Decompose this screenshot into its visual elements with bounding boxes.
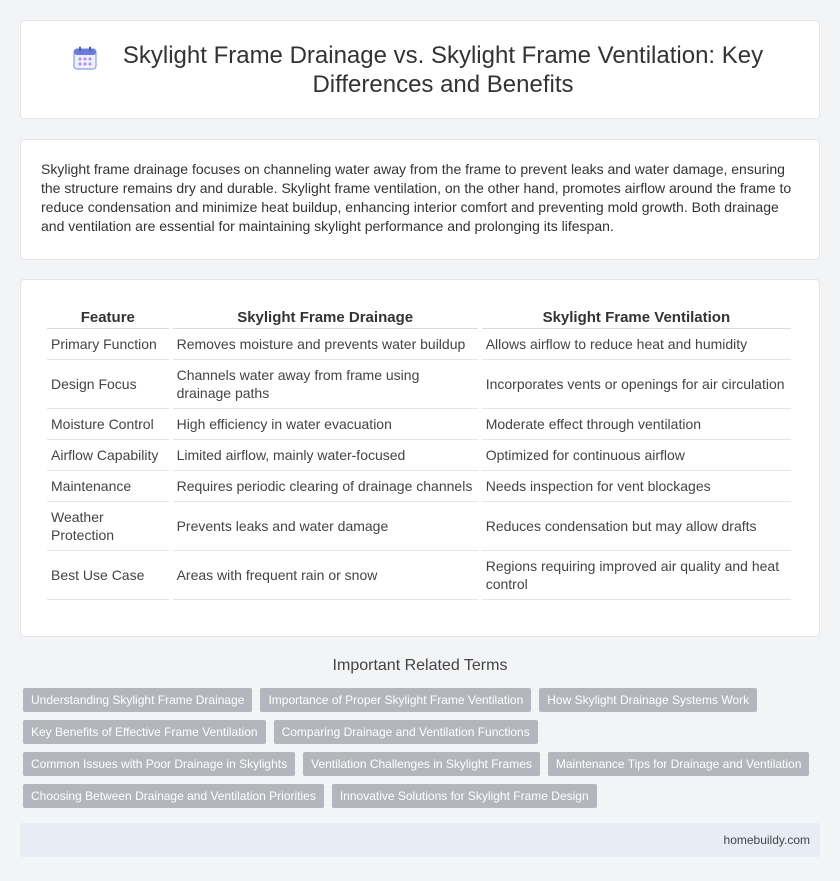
intro-card: [20, 139, 820, 260]
table-row: [47, 409, 791, 440]
drainage-cell: Requires periodic clearing of drainage channels: [173, 471, 478, 502]
ventilation-cell: Regions requiring improved air quality and heat control: [482, 551, 791, 600]
related-term-tag[interactable]: Comparing Drainage and Ventilation Functions: [274, 720, 538, 744]
table-row: [47, 551, 791, 600]
table-row: [47, 471, 791, 502]
comparison-table: [43, 303, 795, 600]
related-term-tag[interactable]: Common Issues with Poor Drainage in Skylights: [23, 752, 295, 776]
feature-cell: Airflow Capability: [47, 440, 169, 471]
table-row: [47, 329, 791, 360]
ventilation-cell: Incorporates vents or openings for air circulation: [482, 360, 791, 409]
comparison-table-card: [20, 279, 820, 637]
column-header-drainage: Skylight Frame Drainage: [173, 303, 478, 329]
related-term-tag[interactable]: How Skylight Drainage Systems Work: [539, 688, 757, 712]
related-term-tag[interactable]: Maintenance Tips for Drainage and Ventilation: [548, 752, 810, 776]
footer-site-link[interactable]: homebuildy.com: [723, 833, 810, 847]
related-terms-section: [20, 657, 820, 816]
drainage-cell: Limited airflow, mainly water-focused: [173, 440, 478, 471]
related-term-tag[interactable]: Innovative Solutions for Skylight Frame Design: [332, 784, 597, 808]
related-term-tag[interactable]: Key Benefits of Effective Frame Ventilation: [23, 720, 266, 744]
feature-cell: Moisture Control: [47, 409, 169, 440]
drainage-cell: High efficiency in water evacuation: [173, 409, 478, 440]
page-title: Skylight Frame Drainage vs. Skylight Frame Ventilation: Key Differences and Benefits: [122, 41, 764, 98]
related-terms-tags: [20, 688, 820, 816]
related-term-tag[interactable]: Choosing Between Drainage and Ventilation Priorities: [23, 784, 324, 808]
table-row: [47, 502, 791, 551]
ventilation-cell: Optimized for continuous airflow: [482, 440, 791, 471]
ventilation-cell: Needs inspection for vent blockages: [482, 471, 791, 502]
ventilation-cell: Moderate effect through ventilation: [482, 409, 791, 440]
drainage-cell: Removes moisture and prevents water buildup: [173, 329, 478, 360]
related-term-tag[interactable]: Understanding Skylight Frame Drainage: [23, 688, 252, 712]
feature-cell: Maintenance: [47, 471, 169, 502]
feature-cell: Design Focus: [47, 360, 169, 409]
footer: [20, 823, 820, 857]
drainage-cell: Channels water away from frame using drainage paths: [173, 360, 478, 409]
column-header-ventilation: Skylight Frame Ventilation: [482, 303, 791, 329]
feature-cell: Primary Function: [47, 329, 169, 360]
ventilation-cell: Reduces condensation but may allow drafts: [482, 502, 791, 551]
column-header-feature: Feature: [47, 303, 169, 329]
related-terms-title: Important Related Terms: [332, 657, 508, 674]
calendar-icon: [72, 45, 98, 71]
drainage-cell: Prevents leaks and water damage: [173, 502, 478, 551]
header-card: [20, 20, 820, 119]
feature-cell: Best Use Case: [47, 551, 169, 600]
related-term-tag[interactable]: Importance of Proper Skylight Frame Ventilation: [260, 688, 531, 712]
drainage-cell: Areas with frequent rain or snow: [173, 551, 478, 600]
table-row: [47, 360, 791, 409]
table-header-row: [47, 303, 791, 329]
ventilation-cell: Allows airflow to reduce heat and humidity: [482, 329, 791, 360]
intro-text: Skylight frame drainage focuses on channeling water away from the frame to prevent leaks and water damage, ensuring the structure remains dry and durable. Skylight frame ventilation, on the other hand, promotes airflow around the frame to reduce condensation and minimize heat buildup, enhancing interior comfort and preventing mold growth. Both drainage and ventilation are essential for maintaining skylight performance and prolonging its lifespan.: [41, 161, 792, 234]
title-row: [72, 41, 768, 99]
table-row: [47, 440, 791, 471]
feature-cell: Weather Protection: [47, 502, 169, 551]
related-term-tag[interactable]: Ventilation Challenges in Skylight Frames: [303, 752, 540, 776]
